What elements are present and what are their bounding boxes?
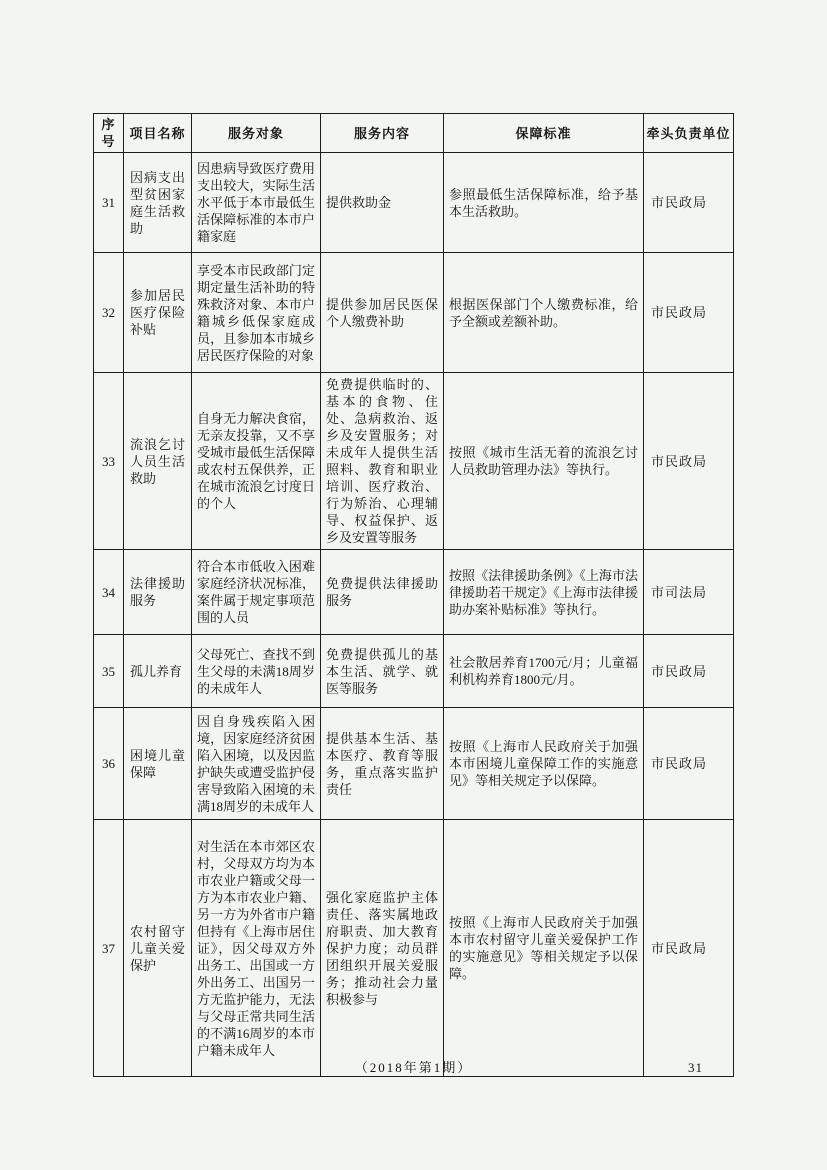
cell-serial: 33 <box>94 373 124 550</box>
cell-guarantee-standard: 按照《城市生活无着的流浪乞讨人员救助管理办法》等执行。 <box>444 373 644 550</box>
cell-guarantee-standard: 根据医保部门个人缴费标准，给予全额或差额补助。 <box>444 253 644 373</box>
cell-project-name: 孤儿养育 <box>124 635 192 708</box>
header-cell-project-name: 项目名称 <box>124 114 192 153</box>
table-row <box>94 253 734 373</box>
table-row <box>94 708 734 820</box>
header-cell-service-target: 服务对象 <box>192 114 321 153</box>
services-table <box>93 113 734 1077</box>
page-number: 31 <box>688 1060 703 1075</box>
table-row <box>94 635 734 708</box>
cell-service-target: 因自身残疾陷入困境，因家庭经济贫困陷入困境，以及因监护缺失或遭受监护侵害导致陷入困境的未满18周岁的未成年人 <box>192 708 321 820</box>
cell-serial: 36 <box>94 708 124 820</box>
header-cell-lead-unit: 牵头负责单位 <box>644 114 734 153</box>
table-row <box>94 820 734 1077</box>
cell-service-content: 免费提供孤儿的基本生活、就学、就医等服务 <box>321 635 444 708</box>
header-cell-guarantee-standard: 保障标准 <box>444 114 644 153</box>
cell-guarantee-standard: 按照《上海市人民政府关于加强本市困境儿童保障工作的实施意见》等相关规定予以保障。 <box>444 708 644 820</box>
header-cell-service-content: 服务内容 <box>321 114 444 153</box>
cell-lead-unit: 市民政局 <box>644 820 734 1077</box>
cell-serial: 34 <box>94 550 124 635</box>
cell-project-name: 流浪乞讨人员生活救助 <box>124 373 192 550</box>
cell-lead-unit: 市民政局 <box>644 253 734 373</box>
cell-project-name: 农村留守儿童关爱保护 <box>124 820 192 1077</box>
header-cell-serial: 序号 <box>94 114 124 153</box>
cell-serial: 35 <box>94 635 124 708</box>
cell-serial: 32 <box>94 253 124 373</box>
cell-lead-unit: 市民政局 <box>644 153 734 253</box>
cell-lead-unit: 市民政局 <box>644 635 734 708</box>
cell-project-name: 困境儿童保障 <box>124 708 192 820</box>
table-row <box>94 153 734 253</box>
cell-lead-unit: 市民政局 <box>644 708 734 820</box>
cell-service-content: 提供参加居民医保个人缴费补助 <box>321 253 444 373</box>
cell-service-target: 享受本市民政部门定期定量生活补助的特殊救济对象、本市户籍城乡低保家庭成员，且参加本市城乡居民医疗保险的对象 <box>192 253 321 373</box>
table-row <box>94 373 734 550</box>
cell-serial: 31 <box>94 153 124 253</box>
cell-lead-unit: 市民政局 <box>644 373 734 550</box>
cell-guarantee-standard: 按照《法律援助条例》《上海市法律援助若干规定》《上海市法律援助办案补贴标准》等执行。 <box>444 550 644 635</box>
cell-service-content: 提供救助金 <box>321 153 444 253</box>
issue-label: （2018年第1期） <box>354 1060 473 1075</box>
cell-serial: 37 <box>94 820 124 1077</box>
cell-lead-unit: 市司法局 <box>644 550 734 635</box>
cell-service-content: 免费提供临时的、基本的食物、住处、急病救治、返乡及安置服务；对未成年人提供生活照料、教育和职业培训、医疗救治、行为矫治、心理辅导、权益保护、返乡及安置等服务 <box>321 373 444 550</box>
table-header-row <box>94 114 734 153</box>
cell-service-target: 因患病导致医疗费用支出较大，实际生活水平低于本市最低生活保障标准的本市户籍家庭 <box>192 153 321 253</box>
cell-service-content: 提供基本生活、基本医疗、教育等服务，重点落实监护责任 <box>321 708 444 820</box>
table-row <box>94 550 734 635</box>
cell-service-target: 对生活在本市郊区农村，父母双方均为本市农业户籍或父母一方为本市农业户籍、另一方为外省市户籍但持有《上海市居住证》，因父母双方外出务工、出国或一方外出务工、出国另一方无监护能力，无法与父母正常共同生活的不满16周岁的本市户籍未成年人 <box>192 820 321 1077</box>
cell-project-name: 法律援助服务 <box>124 550 192 635</box>
cell-service-target: 符合本市低收入困难家庭经济状况标准，案件属于规定事项范围的人员 <box>192 550 321 635</box>
cell-guarantee-standard: 参照最低生活保障标准，给予基本生活救助。 <box>444 153 644 253</box>
cell-project-name: 因病支出型贫困家庭生活救助 <box>124 153 192 253</box>
footer <box>0 1059 827 1076</box>
cell-project-name: 参加居民医疗保险补贴 <box>124 253 192 373</box>
cell-service-target: 父母死亡、查找不到生父母的未满18周岁的未成年人 <box>192 635 321 708</box>
cell-guarantee-standard: 按照《上海市人民政府关于加强本市农村留守儿童关爱保护工作的实施意见》等相关规定予以保障。 <box>444 820 644 1077</box>
cell-guarantee-standard: 社会散居养育1700元/月；儿童福利机构养育1800元/月。 <box>444 635 644 708</box>
cell-service-content: 免费提供法律援助服务 <box>321 550 444 635</box>
cell-service-content: 强化家庭监护主体责任、落实属地政府职责、加大教育保护力度；动员群团组织开展关爱服务；推动社会力量积极参与 <box>321 820 444 1077</box>
cell-service-target: 自身无力解决食宿，无亲友投靠，又不享受城市最低生活保障或农村五保供养，正在城市流浪乞讨度日的个人 <box>192 373 321 550</box>
